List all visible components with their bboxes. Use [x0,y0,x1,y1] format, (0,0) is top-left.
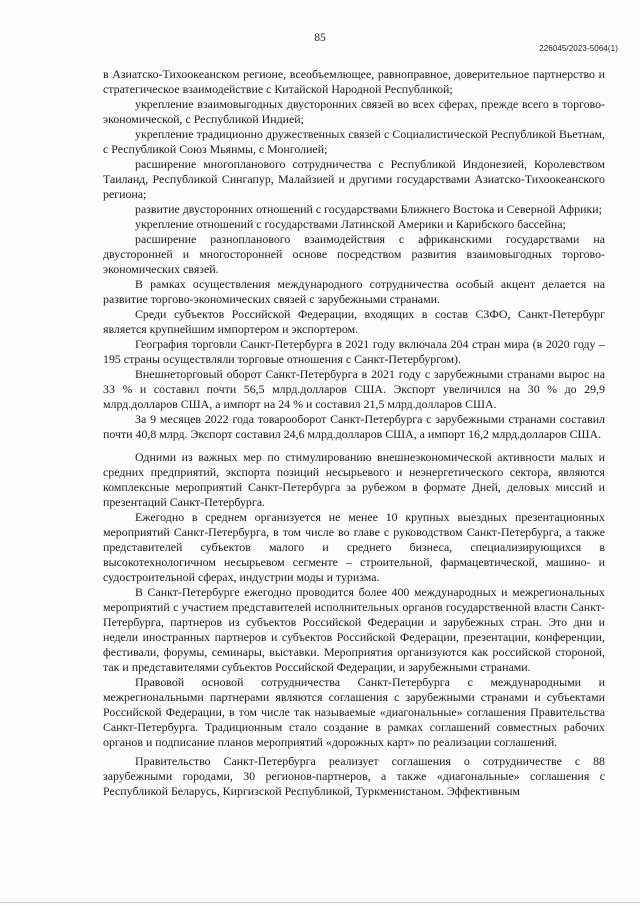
paragraph: Правовой основой сотрудничества Санкт-Петербурга с международными и межрегиональными партнерами являются соглашения с зарубежными странами и субъектами Российской Федерации, в том числе так называемые «диагональные» соглашения Правительства Санкт-Петербурга. Традиционным стало создание в рамках соглашений совместных рабочих органов и подписание планов мероприятий «дорожных карт» по реализации соглашений. [103,675,605,749]
paragraph: В рамках осуществления международного сотрудничества особый акцент делается на развитие торгово-экономических связей с зарубежными странами. [103,277,605,306]
paragraph: География торговли Санкт-Петербурга в 2021 году включала 204 стран мира (в 2020 году – 195 страны осуществляли торговые отношения с Санкт-Петербургом). [103,337,605,366]
paragraph: Внешнеторговый оборот Санкт-Петербурга в 2021 году с зарубежными странами вырос на 33 % и составил почти 56,5 млрд.долларов США. Экспорт увеличился на 30 % до 29,9 млрд.долларов США, а импорт на 24 % и составил 21,5 млрд.долларов США. [103,367,605,411]
paragraph: укрепление традиционно дружественных связей с Социалистической Республикой Вьетнам, с Республикой Союз Мьянмы, с Монголией; [103,127,605,156]
paragraph: расширение многопланового сотрудничества с Республикой Индонезией, Королевством Таиланд, Республикой Сингапур, Малайзией и другими государствами Азиатско-Тихоокеанского региона; [103,157,605,201]
paragraph: Правительство Санкт-Петербурга реализует соглашения о сотрудничестве с 88 зарубежными городами, 30 регионов-партнеров, а также «диагональные» соглашения с Республикой Беларусь, Киргизской Республикой, Туркменистаном. Эффективным [103,754,605,798]
paragraph: В Санкт-Петербурге ежегодно проводится более 400 международных и межрегиональных мероприятий с участием представителей исполнительных органов государственной власти Санкт-Петербурга, партнеров из субъектов Российской Федерации и зарубежных стран. Это дни и недели иностранных партнеров и субъектов Российской Федерации, презентации, конференции, фестивали, форумы, семинары, выставки. Мероприятия организуются как российской стороной, так и представителями субъектов Российской Федерации, и зарубежными странами. [103,585,605,674]
paragraph: Среди субъектов Российской Федерации, входящих в состав СЗФО, Санкт-Петербург является крупнейшим импортером и экспортером. [103,307,605,336]
document-body [103,67,605,799]
paragraph: укрепление отношений с государствами Латинской Америки и Карибского бассейна; [135,217,566,231]
bottom-edge-line [0,902,640,903]
paragraph: укрепление взаимовыгодных двусторонних связей во всех сферах, прежде всего в торгово-экономической, с Республикой Индией; [103,97,605,126]
paragraph: в Азиатско-Тихоокеанском регионе, всеобъемлющее, равноправное, доверительное партнерство и стратегическое взаимодействие с Китайской Народной Республикой; [103,67,605,96]
paragraph: расширение разнопланового взаимодействия с африканскими государствами на двусторонней и многосторонней основе посредством развития взаимовыгодных торгово-экономических связей. [103,232,605,276]
paragraph: За 9 месяцев 2022 года товарооборот Санкт-Петербурга с зарубежными странами составил почти 40,8 млрд. Экспорт составил 24,6 млрд.долларов США, а импорт 16,2 млрд.долларов США. [103,412,605,441]
page-number: 85 [314,32,326,44]
document-id: 226045/2023-5064(1) [539,44,618,53]
paragraph: Ежегодно в среднем организуется не менее 10 крупных выездных презентационных мероприятий Санкт-Петербурга, в том числе во главе с руководством Санкт-Петербурга, а также представителей субъектов малого и среднего бизнеса, специализирующихся в высокотехнологичном несырьевом сегменте – строительной, фармацевтической, машино- и судостроительной сферах, индустрии моды и туризма. [103,510,605,584]
paragraph: Одними из важных мер по стимулированию внешнеэкономической активности малых и средних предприятий, экспорта позиций несырьевого и неэнергетического сектора, являются комплексные мероприятий Санкт-Петербурга за рубежом в формате Дней, деловых миссий и презентаций Санкт-Петербурга. [103,450,605,509]
paragraph: развитие двусторонних отношений с государствами Ближнего Востока и Северной Африки; [135,202,602,216]
